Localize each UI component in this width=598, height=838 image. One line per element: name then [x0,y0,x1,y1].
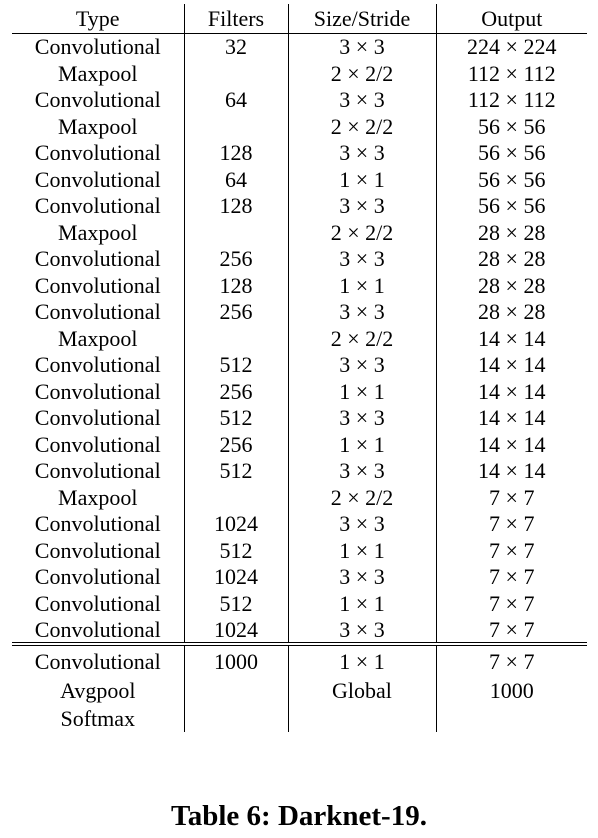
table-row [12,326,587,353]
table-row [12,61,587,88]
output-cell: 7 × 7 [436,485,587,512]
filters-cell: 512 [184,458,288,485]
output-cell: 112 × 112 [436,61,587,88]
type-cell: Maxpool [58,325,138,351]
output-cell: 14 × 14 [436,405,587,432]
table-row [12,246,587,273]
size-stride-cell: 3 × 3 [288,140,436,167]
table-body-main [12,34,587,645]
filters-cell: 256 [184,432,288,459]
filters-cell: 1024 [184,564,288,591]
type-cell: Convolutional [34,87,161,112]
filters-cell: 512 [184,352,288,379]
size-stride-cell: 2 × 2/2 [288,326,436,353]
type-cell: Convolutional [34,246,161,271]
size-stride-cell: 3 × 3 [288,617,436,644]
size-stride-cell: 1 × 1 [288,379,436,406]
header-filters: Filters [184,4,288,34]
table-row [12,87,587,114]
table-row [12,432,587,459]
filters-cell [184,61,288,88]
output-cell: 28 × 28 [436,299,587,326]
output-cell: 7 × 7 [436,591,587,618]
output-cell: 56 × 56 [436,114,587,141]
table-row [12,167,587,194]
output-cell: 7 × 7 [436,617,587,644]
type-cell: Convolutional [34,140,161,165]
output-cell: 7 × 7 [436,644,587,678]
filters-cell: 128 [184,140,288,167]
type-cell: Convolutional [34,352,161,377]
table-row [12,705,587,732]
output-cell [436,705,587,732]
size-stride-cell: 1 × 1 [288,591,436,618]
size-stride-cell: 3 × 3 [288,246,436,273]
output-cell: 28 × 28 [436,273,587,300]
table-row [12,458,587,485]
output-cell: 7 × 7 [436,564,587,591]
type-cell: Convolutional [34,405,161,430]
output-cell: 14 × 14 [436,432,587,459]
type-cell: Maxpool [58,113,138,139]
size-stride-cell: 3 × 3 [288,405,436,432]
table-row [12,352,587,379]
table-row [12,34,587,61]
table-row [12,405,587,432]
table-header [12,4,587,34]
filters-cell: 512 [184,591,288,618]
filters-cell [184,678,288,705]
table-row [12,564,587,591]
type-cell: Avgpool [60,678,136,703]
type-cell: Convolutional [34,511,161,536]
darknet-19-table [12,4,587,732]
filters-cell: 1024 [184,617,288,644]
filters-cell: 256 [184,379,288,406]
output-cell: 112 × 112 [436,87,587,114]
filters-cell: 128 [184,273,288,300]
table-row [12,678,587,705]
table-row [12,193,587,220]
output-cell: 14 × 14 [436,458,587,485]
size-stride-cell: 2 × 2/2 [288,485,436,512]
output-cell: 14 × 14 [436,352,587,379]
table-row [12,299,587,326]
filters-cell [184,705,288,732]
output-cell: 7 × 7 [436,538,587,565]
output-cell: 224 × 224 [436,34,587,61]
size-stride-cell: 3 × 3 [288,352,436,379]
output-cell: 56 × 56 [436,167,587,194]
type-cell: Convolutional [34,458,161,483]
header-size-stride: Size/Stride [288,4,436,34]
size-stride-cell: 1 × 1 [288,644,436,678]
type-cell: Convolutional [34,166,161,192]
output-cell: 1000 [436,678,587,705]
type-cell: Convolutional [34,193,161,218]
type-cell: Convolutional [34,564,161,589]
size-stride-cell [288,705,436,732]
darknet-table-container [12,4,587,732]
size-stride-cell: 3 × 3 [288,299,436,326]
type-cell: Convolutional [34,537,161,563]
size-stride-cell: 2 × 2/2 [288,114,436,141]
filters-cell: 64 [184,87,288,114]
output-cell: 56 × 56 [436,193,587,220]
output-cell: 14 × 14 [436,379,587,406]
filters-cell: 32 [184,34,288,61]
output-cell: 28 × 28 [436,220,587,247]
table-row [12,114,587,141]
table-row [12,379,587,406]
type-cell: Convolutional [34,272,161,298]
size-stride-cell: 3 × 3 [288,193,436,220]
filters-cell: 512 [184,405,288,432]
size-stride-cell: 3 × 3 [288,458,436,485]
table-row [12,273,587,300]
type-cell: Convolutional [12,644,184,678]
filters-cell: 128 [184,193,288,220]
output-cell: 7 × 7 [436,511,587,538]
filters-cell: 1024 [184,511,288,538]
output-cell: 56 × 56 [436,140,587,167]
type-cell: Convolutional [34,617,161,642]
size-stride-cell: 3 × 3 [288,87,436,114]
output-cell: 14 × 14 [436,326,587,353]
table-body-tail [12,644,587,732]
filters-cell [184,220,288,247]
size-stride-cell: 1 × 1 [288,538,436,565]
table-row [12,485,587,512]
type-cell: Convolutional [34,299,161,324]
filters-cell: 256 [184,246,288,273]
size-stride-cell: 3 × 3 [288,511,436,538]
type-cell: Maxpool [58,484,138,510]
type-cell: Convolutional [34,34,161,59]
size-stride-cell: 2 × 2/2 [288,61,436,88]
size-stride-cell: 3 × 3 [288,564,436,591]
filters-cell [184,326,288,353]
type-cell: Convolutional [34,378,161,404]
table-row [12,591,587,618]
table-row [12,511,587,538]
size-stride-cell: 2 × 2/2 [288,220,436,247]
filters-cell: 1000 [184,644,288,678]
filters-cell: 512 [184,538,288,565]
size-stride-cell: 3 × 3 [288,34,436,61]
output-cell: 28 × 28 [436,246,587,273]
table-caption: Table 6: Darknet-19. [171,800,427,832]
filters-cell [184,485,288,512]
size-stride-cell: 1 × 1 [288,432,436,459]
size-stride-cell: Global [288,678,436,705]
filters-cell [184,114,288,141]
size-stride-cell: 1 × 1 [288,273,436,300]
header-output: Output [436,4,587,34]
header-type: Type [75,6,120,31]
size-stride-cell: 1 × 1 [288,167,436,194]
table-row [12,644,587,678]
type-cell: Softmax [60,705,136,731]
header-row [12,4,587,34]
table-row [12,140,587,167]
filters-cell: 64 [184,167,288,194]
type-cell: Convolutional [34,431,161,457]
type-cell: Convolutional [34,590,161,616]
type-cell: Maxpool [58,219,138,245]
table-row [12,538,587,565]
filters-cell: 256 [184,299,288,326]
type-cell: Maxpool [58,60,138,86]
table-row [12,220,587,247]
table-row [12,617,587,644]
